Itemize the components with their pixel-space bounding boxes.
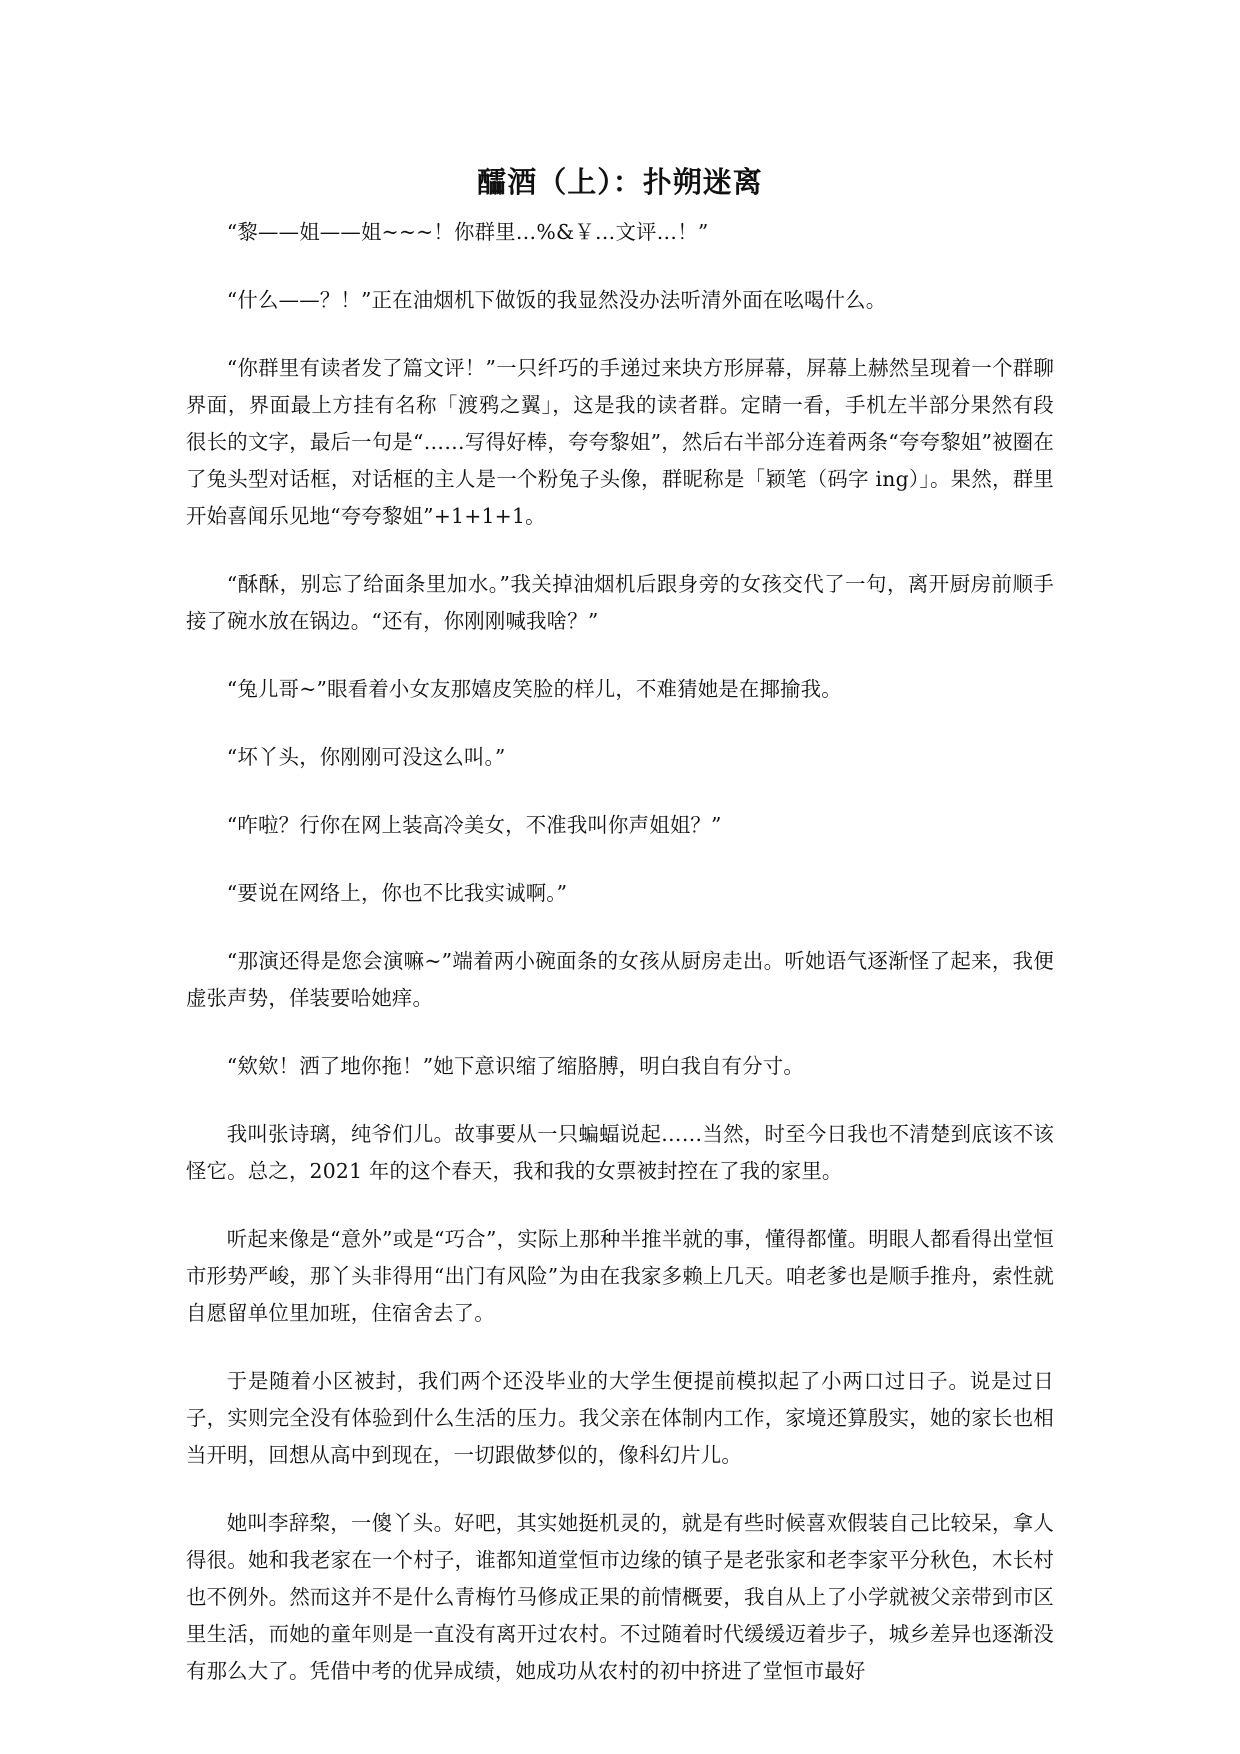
paragraph: “欸欸！洒了地你拖！”她下意识缩了缩胳膊，明白我自有分寸。 bbox=[226, 1054, 804, 1078]
paragraph: 她叫李辞棃，一傻丫头。好吧，其实她挺机灵的，就是有些时候喜欢假装自己比较呆，拿人得很。她和我老家在一个村子，谁都知道堂恒市边缘的镇子是老张家和老李家平分秋色，木长村也不例外。然而这并不是什么青梅竹马修成正果的前情概要，我自从上了小学就被父亲带到市区里生活，而她的童年则是一直没有离开过农村。不过随着时代缓缓迈着步子，城乡差异也逐渐没有那么大了。凭借中考的优异成绩，她成功从农村的初中挤进了堂恒市最好 bbox=[186, 1511, 1054, 1683]
paragraph: “咋啦？行你在网上装高冷美女，不准我叫你声姐姐？” bbox=[226, 813, 722, 837]
paragraph: “你群里有读者发了篇文评！”一只纤巧的手递过来块方形屏幕，屏幕上赫然呈现着一个群聊界面，界面最上方挂有名称「渡鸦之翼」，这是我的读者群。定睛一看，手机左半部分果然有段很长的文字，最后一句是“……写得好棒，夸夸黎姐”，然后右半部分连着两条“夸夸黎姐”被圈在了兔头型对话框，对话框的主人是一个粉兔子头像，群昵称是「颖笔（码字 ing）」。果然，群里开始喜闻乐见地“夸夸黎姐”+1+1+1。 bbox=[186, 356, 1054, 528]
paragraph: “黎——姐——姐~~~！你群里…%&￥…文评…！” bbox=[226, 220, 709, 244]
paragraph: 听起来像是“意外”或是“巧合”，实际上那种半推半就的事，懂得都懂。明眼人都看得出堂恒市形势严峻，那丫头非得用“出门有风险”为由在我家多赖上几天。咱老爹也是顺手推舟，索性就自愿留单位里加班，住宿舍去了。 bbox=[186, 1227, 1054, 1325]
paragraph: 于是随着小区被封，我们两个还没毕业的大学生便提前模拟起了小两口过日子。说是过日子，实则完全没有体验到什么生活的压力。我父亲在体制内工作，家境还算殷实，她的家长也相当开明，回想从高中到现在，一切跟做梦似的，像科幻片儿。 bbox=[186, 1369, 1054, 1467]
paragraph: “什么——？！”正在油烟机下做饭的我显然没办法听清外面在吆喝什么。 bbox=[226, 288, 887, 312]
paragraph: “要说在网络上，你也不比我实诚啊。” bbox=[226, 881, 568, 905]
paragraph: “那演还得是您会演嘛~”端着两小碗面条的女孩从厨房走出。听她语气逐渐怪了起来，我便虚张声势，佯装要哈她痒。 bbox=[186, 949, 1054, 1010]
document-body bbox=[186, 214, 1054, 1721]
document-title: 醽酒（上）：扑朔迷离 bbox=[477, 165, 763, 199]
paragraph: “酥酥，别忘了给面条里加水。”我关掉油烟机后跟身旁的女孩交代了一句，离开厨房前顺手接了碗水放在锅边。“还有，你刚刚喊我啥？” bbox=[186, 572, 1054, 633]
paragraph: “坏丫头，你刚刚可没这么叫。” bbox=[226, 745, 506, 769]
paragraph: “兔儿哥~”眼看着小女友那嬉皮笑脸的样儿，不难猜她是在揶揄我。 bbox=[226, 677, 842, 701]
paragraph: 我叫张诗璃，纯爷们儿。故事要从一只蝙蝠说起……当然，时至今日我也不清楚到底该不该怪它。总之，2021 年的这个春天，我和我的女票被封控在了我的家里。 bbox=[186, 1122, 1054, 1183]
